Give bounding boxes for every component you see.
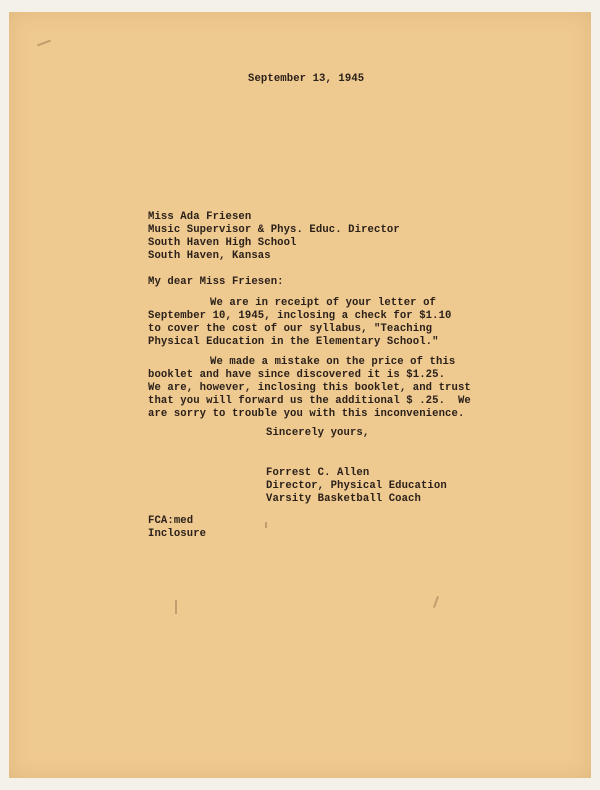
body-line: booklet and have since discovered it is $1.25.: [148, 369, 446, 381]
body-line: that you will forward us the additional $ .25. We: [148, 395, 471, 407]
recipient-name: Miss Ada Friesen: [148, 211, 252, 223]
reference-initials: FCA:med: [148, 515, 194, 527]
body-line: Physical Education in the Elementary School.": [148, 336, 439, 348]
signer-role: Varsity Basketball Coach: [266, 493, 421, 505]
recipient-school: South Haven High School: [148, 237, 297, 249]
body-line: We are in receipt of your letter of: [210, 297, 437, 309]
recipient-title: Music Supervisor & Phys. Educ. Director: [148, 224, 400, 236]
letter-date: September 13, 1945: [248, 73, 365, 85]
enclosure-note: Inclosure: [148, 528, 207, 540]
signer-title: Director, Physical Education: [266, 480, 447, 492]
body-line: to cover the cost of our syllabus, "Teaching: [148, 323, 433, 335]
paper-blemish: [37, 40, 51, 47]
recipient-city: South Haven, Kansas: [148, 250, 271, 262]
closing: Sincerely yours,: [266, 427, 370, 439]
body-line: September 10, 1945, inclosing a check for $1.10: [148, 310, 452, 322]
body-line: are sorry to trouble you with this inconvenience.: [148, 408, 465, 420]
paper-blemish: [175, 600, 177, 614]
salutation: My dear Miss Friesen:: [148, 276, 284, 288]
body-line: We are, however, inclosing this booklet, and trust: [148, 382, 471, 394]
signer-name: Forrest C. Allen: [266, 467, 370, 479]
body-line: We made a mistake on the price of this: [210, 356, 456, 368]
paper-blemish: [265, 522, 267, 528]
paper-blemish: [433, 596, 439, 608]
